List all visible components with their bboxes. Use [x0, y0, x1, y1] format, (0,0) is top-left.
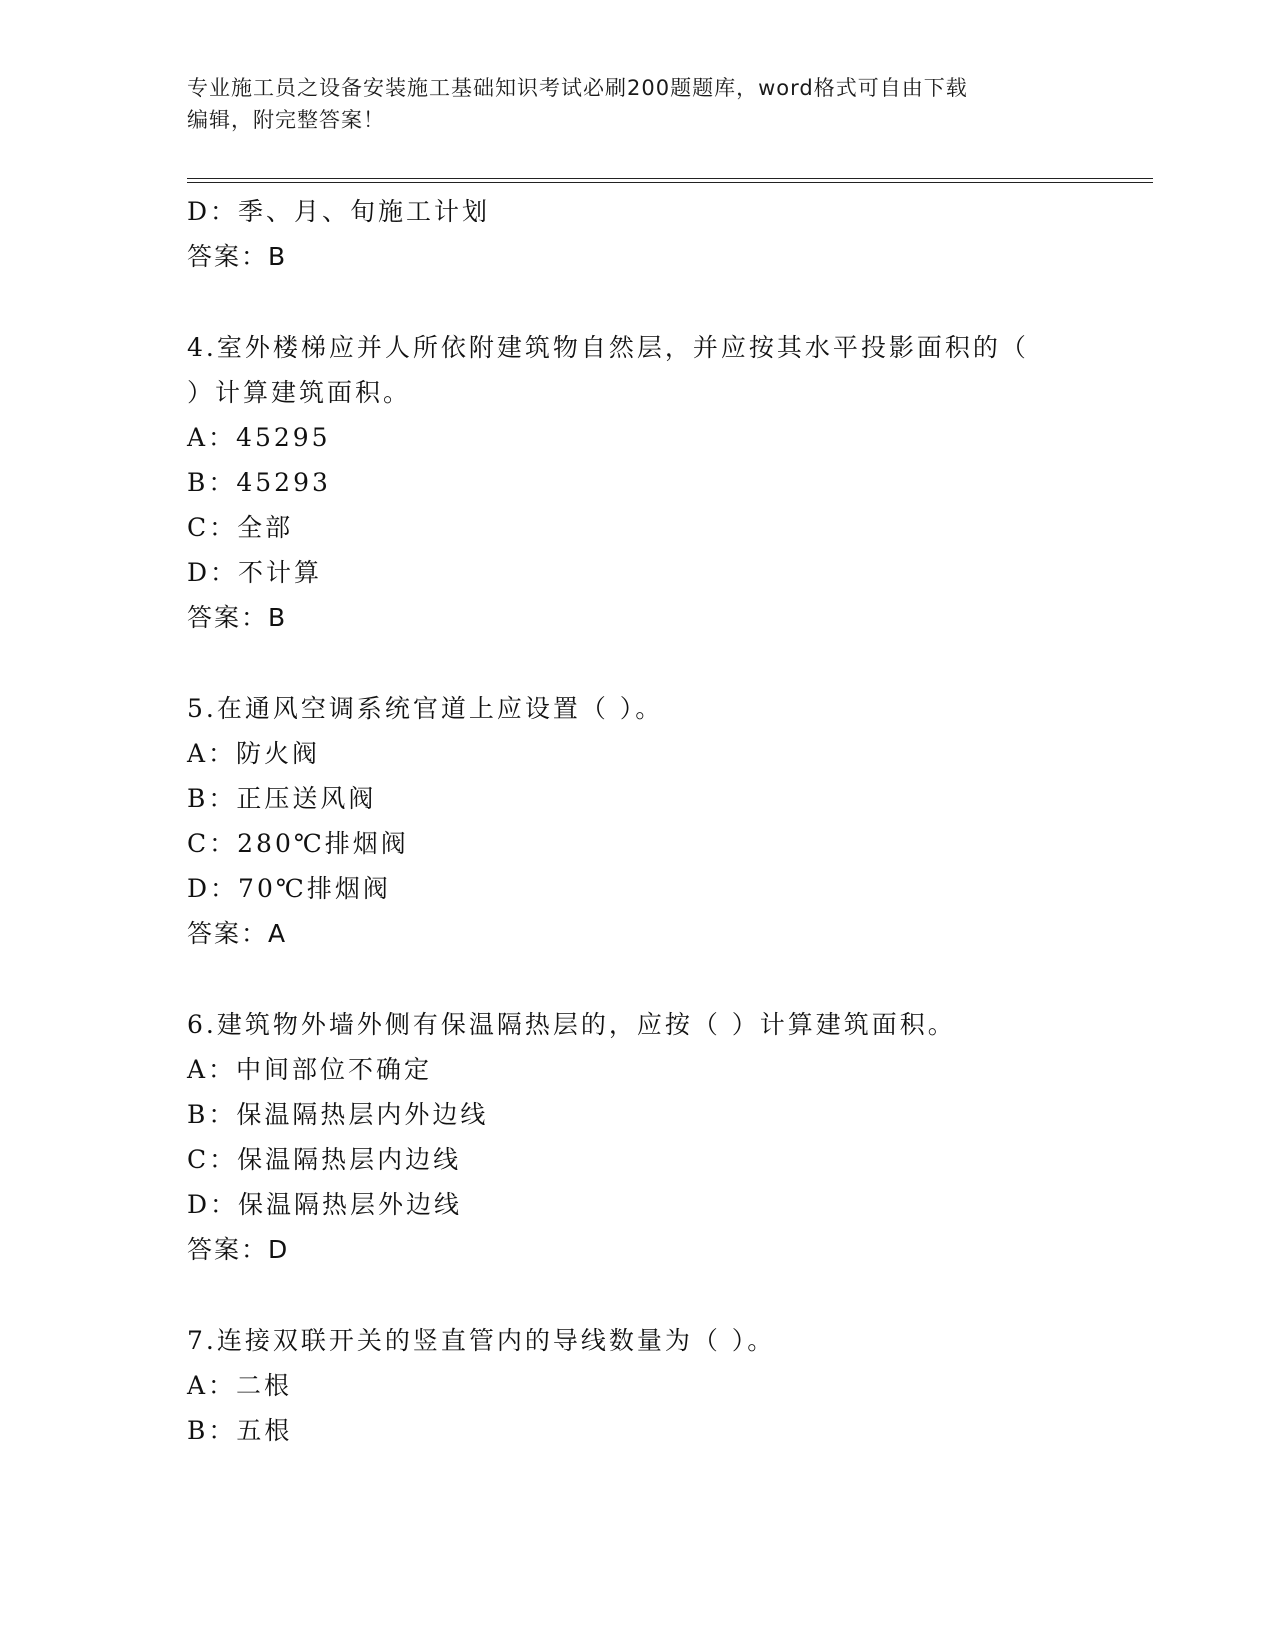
- document-header: [187, 72, 1077, 136]
- option-c: C：280℃排烟阀: [187, 829, 409, 858]
- answer-line: 答案：D: [187, 1235, 290, 1264]
- answer-line: 答案：B: [187, 603, 288, 632]
- option-d: D：70℃排烟阀: [187, 874, 391, 903]
- option-b: B：正压送风阀: [187, 784, 377, 813]
- option-a: A：中间部位不确定: [187, 1055, 433, 1084]
- option-a: A：二根: [187, 1371, 293, 1400]
- answer-line: 答案：A: [187, 919, 288, 948]
- question-4: [187, 325, 1087, 640]
- question-stem: 6.建筑物外墙外侧有保温隔热层的，应按（ ）计算建筑面积。: [187, 1010, 956, 1039]
- question-7: [187, 1318, 1087, 1453]
- question-stem-continued: ）计算建筑面积。: [187, 378, 412, 407]
- option-a: A：防火阀: [187, 739, 321, 768]
- question-3-tail: [187, 189, 1087, 279]
- option-c: C：保温隔热层内边线: [187, 1145, 462, 1174]
- question-6: [187, 1002, 1087, 1272]
- option-b: B：保温隔热层内外边线: [187, 1100, 489, 1129]
- option-b: B：45293: [187, 468, 331, 497]
- header-title-line-1: 专业施工员之设备安装施工基础知识考试必刷200题题库，word格式可自由下载: [187, 76, 968, 100]
- option-d: D：不计算: [187, 558, 323, 587]
- header-divider-bottom: [187, 182, 1153, 183]
- option-a: A：45295: [187, 423, 331, 452]
- question-stem: 7.连接双联开关的竖直管内的导线数量为（ ）。: [187, 1326, 776, 1355]
- option-c: C：全部: [187, 513, 294, 542]
- question-stem: 5.在通风空调系统官道上应设置（ ）。: [187, 694, 664, 723]
- question-stem: 4.室外楼梯应并人所依附建筑物自然层，并应按其水平投影面积的（: [187, 333, 1029, 362]
- option-b: B：五根: [187, 1416, 293, 1445]
- question-list: [187, 189, 1087, 1453]
- header-title-line-2: 编辑，附完整答案！: [187, 108, 385, 132]
- header-divider-top: [187, 178, 1153, 179]
- answer-line: 答案：B: [187, 242, 288, 271]
- question-5: [187, 686, 1087, 956]
- option-d: D：季、月、旬施工计划: [187, 197, 491, 226]
- option-d: D：保温隔热层外边线: [187, 1190, 463, 1219]
